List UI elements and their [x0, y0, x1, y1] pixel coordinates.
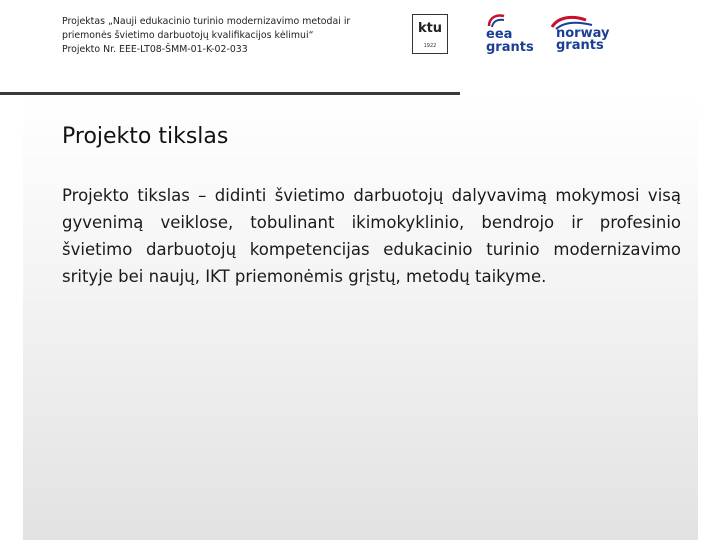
- project-info: [62, 15, 402, 57]
- slide-title: Projekto tikslas: [62, 124, 229, 149]
- project-title-line-2: priemonės švietimo darbuotojų kvalifikacijos kėlimui“: [62, 30, 314, 41]
- eea-logo-line-2: grants: [486, 40, 534, 55]
- norway-logo-line-2: grants: [556, 38, 604, 53]
- project-title-line-1: Projektas „Nauji edukacinio turinio modernizavimo metodai ir: [62, 16, 351, 27]
- norway-grants-logo-text: [556, 28, 609, 52]
- slide-body-text: Projekto tikslas – didinti švietimo darbuotojų dalyvavimą mokymosi visą gyvenimą veiklose, tobulinant ikimokyklinio, bendrojo ir profesinio švietimo darbuotojų kompetencijas edukacinio turinio modernizavimo srityje bei naujų, IKT priemonėmis grįstų, metodų taikyme.: [62, 186, 681, 286]
- project-number: Projekto Nr. EEE-LT08-ŠMM-01-K-02-033: [62, 44, 248, 55]
- ktu-logo-year: 1922: [423, 43, 437, 49]
- slide-panel: [23, 95, 698, 540]
- document-header: [0, 0, 720, 95]
- norway-grants-logo: [544, 12, 614, 56]
- norway-logo-line-1: norway: [556, 26, 610, 41]
- eea-grants-logo: [484, 12, 544, 56]
- eea-grants-logo-text: [486, 28, 534, 54]
- eea-logo-line-1: eea: [486, 27, 513, 42]
- ktu-logo-text: ktu: [417, 21, 443, 36]
- ktu-logo: [412, 14, 448, 54]
